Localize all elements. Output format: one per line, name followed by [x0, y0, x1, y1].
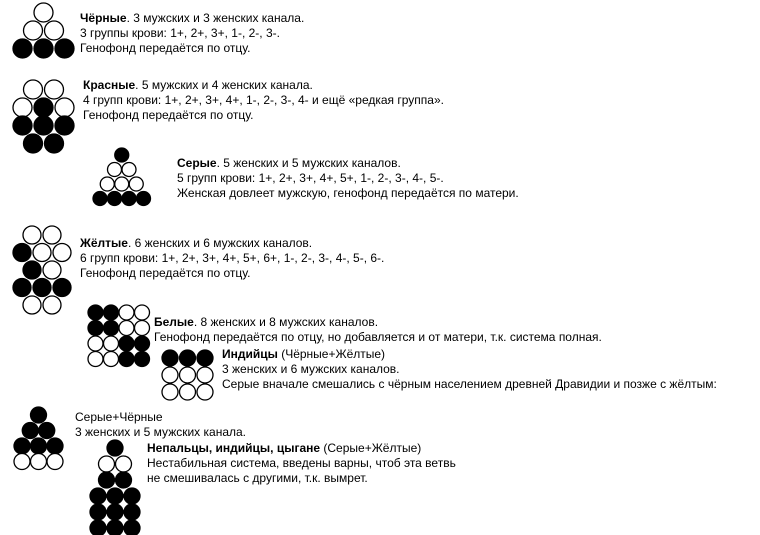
empty-circle — [24, 21, 43, 40]
filled-circle — [88, 305, 103, 320]
filled-circle — [13, 39, 32, 58]
indians-diagram — [161, 349, 217, 403]
black-blood-groups: 3 группы крови: 1+, 2+, 3+, 1-, 2-, 3-. — [80, 26, 280, 40]
empty-circle — [162, 384, 178, 400]
indians-history: Серые вначале смешались с чёрным населением древней Дравидии и позже с жёлтым: — [222, 377, 717, 391]
empty-circle — [180, 384, 196, 400]
filled-circle — [90, 504, 106, 520]
grey-blood-groups: 5 групп крови: 1+, 2+, 3+, 4+, 5+, 1-, 2-, 3-, 4-, 5-. — [177, 171, 444, 185]
grey-black-section — [75, 410, 246, 440]
white-title: Белые — [154, 315, 194, 329]
filled-circle — [55, 39, 74, 58]
indians-section — [222, 347, 717, 392]
white-section — [154, 315, 602, 345]
filled-circle — [124, 520, 140, 535]
black-line-1 — [80, 11, 304, 26]
empty-circle — [180, 367, 196, 383]
empty-circle — [119, 321, 134, 336]
filled-circle — [124, 488, 140, 504]
nepalese-title: Непальцы, индийцы, цыгане — [147, 441, 321, 455]
empty-circle — [99, 456, 115, 472]
filled-circle — [116, 472, 132, 488]
empty-circle — [23, 296, 41, 314]
filled-circle — [53, 279, 71, 297]
nepalese-description: Нестабильная система, введены варны, чтоб эта ветвь — [147, 456, 456, 470]
filled-circle — [135, 336, 150, 351]
nepalese-mix: (Серые+Жёлтые) — [320, 441, 422, 455]
filled-circle — [119, 336, 134, 351]
grey-genepool: Женская довлеет мужскую, генофонд передаётся по матери. — [177, 186, 519, 200]
black-diagram — [12, 2, 72, 62]
filled-circle — [88, 321, 103, 336]
empty-circle — [197, 384, 213, 400]
yellow-title: Жёлтые — [80, 236, 128, 250]
empty-circle — [115, 177, 129, 191]
empty-circle — [34, 3, 53, 22]
empty-circle — [24, 80, 43, 99]
white-channels: . 8 женских и 8 мужских каналов. — [193, 315, 379, 329]
nepalese-section — [147, 441, 456, 486]
filled-circle — [107, 440, 123, 456]
white-diagram — [87, 304, 153, 366]
black-genepool: Генофонд передаётся по отцу. — [80, 41, 251, 55]
black-section — [80, 11, 304, 56]
empty-circle — [14, 454, 30, 470]
empty-circle — [108, 163, 122, 177]
empty-circle — [47, 454, 63, 470]
yellow-genepool: Генофонд передаётся по отцу. — [80, 266, 251, 280]
empty-circle — [135, 321, 150, 336]
yellow-blood-groups: 6 групп крови: 1+, 2+, 3+, 4+, 5+, 6+, 1-, 2-, 3-, 4-, 5-, 6-. — [80, 251, 385, 265]
filled-circle — [107, 488, 123, 504]
filled-circle — [34, 98, 53, 117]
grey-black-title: Серые+Чёрные — [75, 410, 163, 424]
filled-circle — [45, 134, 64, 153]
empty-circle — [45, 80, 64, 99]
filled-circle — [119, 352, 134, 367]
indians-channels: 3 женских и 6 мужских каналов. — [222, 362, 400, 376]
indians-line-1 — [222, 347, 717, 362]
empty-circle — [135, 305, 150, 320]
empty-circle — [88, 352, 103, 367]
empty-circle — [31, 454, 47, 470]
indians-title: Индийцы — [222, 347, 278, 361]
red-section — [83, 78, 444, 123]
filled-circle — [34, 39, 53, 58]
yellow-channels: . 6 женских и 6 мужских каналов. — [127, 236, 313, 250]
filled-circle — [39, 423, 55, 439]
yellow-line-1 — [80, 236, 384, 251]
filled-circle — [34, 116, 53, 135]
empty-circle — [162, 367, 178, 383]
grey-section — [177, 156, 519, 201]
filled-circle — [162, 350, 178, 366]
filled-circle — [93, 192, 107, 206]
empty-circle — [104, 336, 119, 351]
white-genepool: Генофонд передаётся по отцу, но добавляется и от матери, т.к. система полная. — [154, 330, 602, 344]
empty-circle — [88, 336, 103, 351]
filled-circle — [90, 520, 106, 535]
filled-circle — [13, 279, 31, 297]
empty-circle — [100, 177, 114, 191]
grey-black-channels: 3 женских и 5 мужских канала. — [75, 425, 246, 439]
empty-circle — [116, 456, 132, 472]
filled-circle — [197, 350, 213, 366]
white-line-1 — [154, 315, 602, 330]
filled-circle — [104, 305, 119, 320]
empty-circle — [43, 296, 61, 314]
filled-circle — [23, 261, 41, 279]
grey-channels: . 5 женских и 5 мужских каналов. — [216, 156, 401, 170]
nepalese-diagram — [89, 439, 145, 535]
empty-circle — [43, 261, 61, 279]
grey-line-1 — [177, 156, 519, 171]
indians-mix: (Чёрные+Жёлтые) — [277, 347, 386, 361]
empty-circle — [45, 21, 64, 40]
filled-circle — [104, 321, 119, 336]
filled-circle — [115, 148, 129, 162]
empty-circle — [53, 244, 71, 262]
empty-circle — [104, 352, 119, 367]
empty-circle — [129, 177, 143, 191]
empty-circle — [197, 367, 213, 383]
filled-circle — [31, 407, 47, 423]
filled-circle — [55, 116, 74, 135]
filled-circle — [47, 438, 63, 454]
filled-circle — [90, 488, 106, 504]
filled-circle — [180, 350, 196, 366]
filled-circle — [107, 504, 123, 520]
empty-circle — [122, 163, 136, 177]
filled-circle — [108, 192, 122, 206]
filled-circle — [14, 438, 30, 454]
filled-circle — [13, 116, 32, 135]
red-blood-groups: 4 групп крови: 1+, 2+, 3+, 4+, 1-, 2-, 3-, 4- и ещё «редкая группа». — [83, 93, 444, 107]
nepalese-description-2: не смешивалась с другими, т.к. вымрет. — [147, 471, 368, 485]
grey-title: Серые — [177, 156, 217, 170]
empty-circle — [119, 305, 134, 320]
grey-diagram — [92, 147, 172, 211]
red-genepool: Генофонд передаётся по отцу. — [83, 108, 254, 122]
empty-circle — [43, 226, 61, 244]
filled-circle — [135, 352, 150, 367]
empty-circle — [13, 98, 32, 117]
empty-circle — [23, 226, 41, 244]
yellow-diagram — [12, 225, 72, 317]
red-title: Красные — [83, 78, 136, 92]
empty-circle — [55, 98, 74, 117]
black-title: Чёрные — [80, 11, 127, 25]
filled-circle — [31, 438, 47, 454]
grey-black-diagram — [13, 406, 69, 474]
empty-circle — [33, 244, 51, 262]
filled-circle — [137, 192, 151, 206]
filled-circle — [22, 423, 38, 439]
yellow-section — [80, 236, 384, 281]
filled-circle — [13, 244, 31, 262]
filled-circle — [24, 134, 43, 153]
nepalese-line-1 — [147, 441, 456, 456]
red-diagram — [12, 79, 72, 149]
black-channels: . 3 мужских и 3 женских канала. — [126, 11, 305, 25]
filled-circle — [33, 279, 51, 297]
red-channels: . 5 мужских и 4 женских канала. — [135, 78, 313, 92]
filled-circle — [122, 192, 136, 206]
red-line-1 — [83, 78, 444, 93]
filled-circle — [107, 520, 123, 535]
filled-circle — [99, 472, 115, 488]
filled-circle — [124, 504, 140, 520]
